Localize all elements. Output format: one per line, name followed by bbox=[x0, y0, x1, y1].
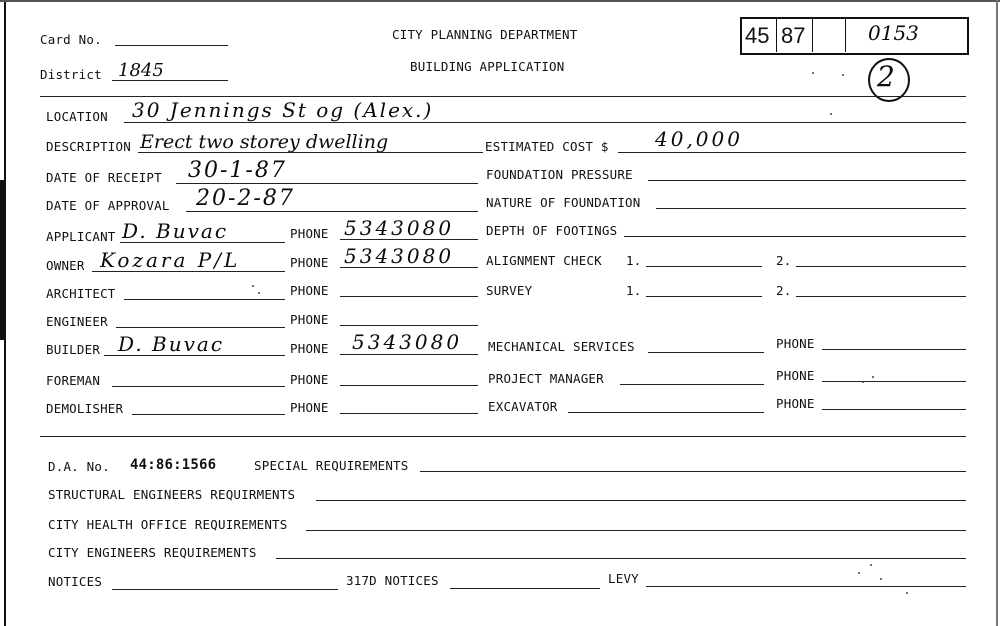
scan-speck bbox=[862, 381, 864, 383]
owner-label: OWNER bbox=[46, 258, 85, 273]
da-number-label: D.A. No. bbox=[48, 459, 110, 474]
ref-divider-3 bbox=[845, 19, 846, 52]
dept-title: CITY PLANNING DEPARTMENT bbox=[392, 27, 578, 42]
applicant-label: APPLICANT bbox=[46, 229, 116, 244]
excavator-line bbox=[568, 412, 764, 413]
demolisher-label: DEMOLISHER bbox=[46, 401, 124, 416]
applicant-line bbox=[120, 242, 285, 243]
mechanical-services-label: MECHANICAL SERVICES bbox=[488, 339, 635, 354]
scan-speck bbox=[252, 285, 254, 287]
location-line bbox=[124, 122, 966, 123]
alignment-check-1-line bbox=[646, 266, 762, 267]
scan-speck bbox=[858, 572, 860, 574]
date-of-receipt-line bbox=[176, 183, 478, 184]
estimated-cost-label: ESTIMATED COST $ bbox=[485, 139, 609, 154]
mechanical-services-line bbox=[648, 352, 764, 353]
left-edge bbox=[4, 0, 6, 626]
project-manager-phone-line bbox=[822, 381, 966, 382]
levy-line bbox=[646, 586, 966, 587]
notices-317d-label: 317D NOTICES bbox=[346, 573, 439, 588]
architect-line bbox=[124, 299, 285, 300]
foundation-pressure-line bbox=[648, 180, 966, 181]
demolisher-line bbox=[132, 414, 285, 415]
survey-1: 1. bbox=[626, 283, 642, 298]
depth-of-footings-line bbox=[624, 236, 966, 237]
header-divider bbox=[40, 96, 966, 97]
demolisher-phone-label: PHONE bbox=[290, 400, 329, 415]
builder-value: D. Buvac bbox=[118, 332, 225, 356]
owner-phone-value: 5343080 bbox=[344, 244, 455, 268]
builder-phone-label: PHONE bbox=[290, 341, 329, 356]
scan-speck bbox=[880, 578, 882, 580]
foreman-phone-line bbox=[340, 385, 478, 386]
survey-1-line bbox=[646, 296, 762, 297]
engineer-phone-line bbox=[340, 325, 478, 326]
district-line bbox=[112, 80, 228, 81]
date-of-approval-value: 20-2-87 bbox=[196, 186, 295, 211]
left-edge-dark bbox=[0, 180, 4, 340]
district-label: District bbox=[40, 67, 102, 82]
da-number-value: 44:86:1566 bbox=[130, 457, 217, 473]
builder-phone-value: 5343080 bbox=[352, 330, 463, 354]
engineer-phone-label: PHONE bbox=[290, 312, 329, 327]
card-no-label: Card No. bbox=[40, 32, 102, 47]
architect-label: ARCHITECT bbox=[46, 286, 116, 301]
owner-phone-label: PHONE bbox=[290, 255, 329, 270]
scan-speck bbox=[812, 72, 814, 74]
ref-divider-2 bbox=[812, 19, 813, 52]
notices-317d-line bbox=[450, 588, 600, 589]
demolisher-phone-line bbox=[340, 413, 478, 414]
architect-phone-label: PHONE bbox=[290, 283, 329, 298]
foreman-phone-label: PHONE bbox=[290, 372, 329, 387]
survey-2: 2. bbox=[776, 283, 792, 298]
ref-divider-1 bbox=[776, 19, 777, 52]
mechanical-services-phone-line bbox=[822, 349, 966, 350]
alignment-check-2-line bbox=[796, 266, 966, 267]
levy-label: LEVY bbox=[608, 571, 639, 586]
structural-engineers-label: STRUCTURAL ENGINEERS REQUIRMENTS bbox=[48, 487, 296, 502]
foreman-label: FOREMAN bbox=[46, 373, 101, 388]
depth-of-footings-label: DEPTH OF FOOTINGS bbox=[486, 223, 618, 238]
city-health-office-label: CITY HEALTH OFFICE REQUIREMENTS bbox=[48, 517, 288, 532]
builder-line bbox=[104, 355, 285, 356]
applicant-phone-label: PHONE bbox=[290, 226, 329, 241]
applicant-phone-line bbox=[340, 239, 478, 240]
builder-phone-line bbox=[340, 354, 478, 355]
reference-number-box bbox=[740, 17, 969, 55]
ref-number-b: 87 bbox=[781, 23, 806, 48]
city-engineers-label: CITY ENGINEERS REQUIREMENTS bbox=[48, 545, 257, 560]
engineer-line bbox=[116, 327, 285, 328]
project-manager-label: PROJECT MANAGER bbox=[488, 371, 604, 386]
location-value: 30 Jennings St og (Alex.) bbox=[132, 98, 434, 122]
project-manager-line bbox=[620, 384, 764, 385]
description-value: Erect two storey dwelling bbox=[140, 131, 389, 153]
description-line bbox=[138, 152, 483, 153]
notices-label: NOTICES bbox=[48, 574, 103, 589]
circled-number-value: 2 bbox=[877, 60, 895, 93]
structural-engineers-line bbox=[316, 500, 966, 501]
ref-number-a: 45 bbox=[745, 23, 770, 48]
scan-speck bbox=[842, 74, 844, 76]
form-title: BUILDING APPLICATION bbox=[410, 59, 565, 74]
date-of-receipt-label: DATE OF RECEIPT bbox=[46, 170, 162, 185]
survey-label: SURVEY bbox=[486, 283, 533, 298]
section-divider bbox=[40, 436, 966, 437]
project-manager-phone-label: PHONE bbox=[776, 368, 815, 383]
nature-of-foundation-label: NATURE OF FOUNDATION bbox=[486, 195, 641, 210]
owner-phone-line bbox=[340, 267, 478, 268]
city-engineers-line bbox=[276, 558, 966, 559]
scan-speck bbox=[906, 592, 908, 594]
nature-of-foundation-line bbox=[656, 208, 966, 209]
special-requirements-line bbox=[420, 471, 966, 472]
ref-number-c: 0153 bbox=[868, 21, 919, 45]
notices-line bbox=[112, 589, 338, 590]
date-of-receipt-value: 30-1-87 bbox=[188, 158, 287, 183]
card-no-line bbox=[115, 45, 228, 46]
alignment-check-1: 1. bbox=[626, 253, 642, 268]
owner-line bbox=[92, 271, 285, 272]
description-label: DESCRIPTION bbox=[46, 139, 131, 154]
builder-label: BUILDER bbox=[46, 342, 101, 357]
architect-phone-line bbox=[340, 296, 478, 297]
estimated-cost-line bbox=[618, 152, 966, 153]
excavator-label: EXCAVATOR bbox=[488, 399, 558, 414]
scan-speck bbox=[830, 113, 832, 115]
date-of-approval-label: DATE OF APPROVAL bbox=[46, 198, 170, 213]
top-edge bbox=[0, 0, 1000, 2]
foundation-pressure-label: FOUNDATION PRESSURE bbox=[486, 167, 633, 182]
right-edge bbox=[996, 0, 998, 626]
estimated-cost-value: 40,000 bbox=[655, 127, 743, 151]
scan-speck bbox=[258, 292, 260, 294]
mechanical-services-phone-label: PHONE bbox=[776, 336, 815, 351]
engineer-label: ENGINEER bbox=[46, 314, 108, 329]
applicant-phone-value: 5343080 bbox=[344, 216, 455, 240]
excavator-phone-label: PHONE bbox=[776, 396, 815, 411]
applicant-value: D. Buvac bbox=[122, 219, 229, 243]
special-requirements-label: SPECIAL REQUIREMENTS bbox=[254, 458, 409, 473]
district-value: 1845 bbox=[118, 60, 164, 81]
alignment-check-label: ALIGNMENT CHECK bbox=[486, 253, 602, 268]
alignment-check-2: 2. bbox=[776, 253, 792, 268]
location-label: LOCATION bbox=[46, 109, 108, 124]
city-health-office-line bbox=[306, 530, 966, 531]
scan-speck bbox=[872, 376, 874, 378]
survey-2-line bbox=[796, 296, 966, 297]
date-of-approval-line bbox=[186, 211, 478, 212]
scan-speck bbox=[870, 564, 872, 566]
excavator-phone-line bbox=[822, 409, 966, 410]
owner-value: Kozara P/L bbox=[100, 248, 241, 272]
foreman-line bbox=[112, 386, 285, 387]
